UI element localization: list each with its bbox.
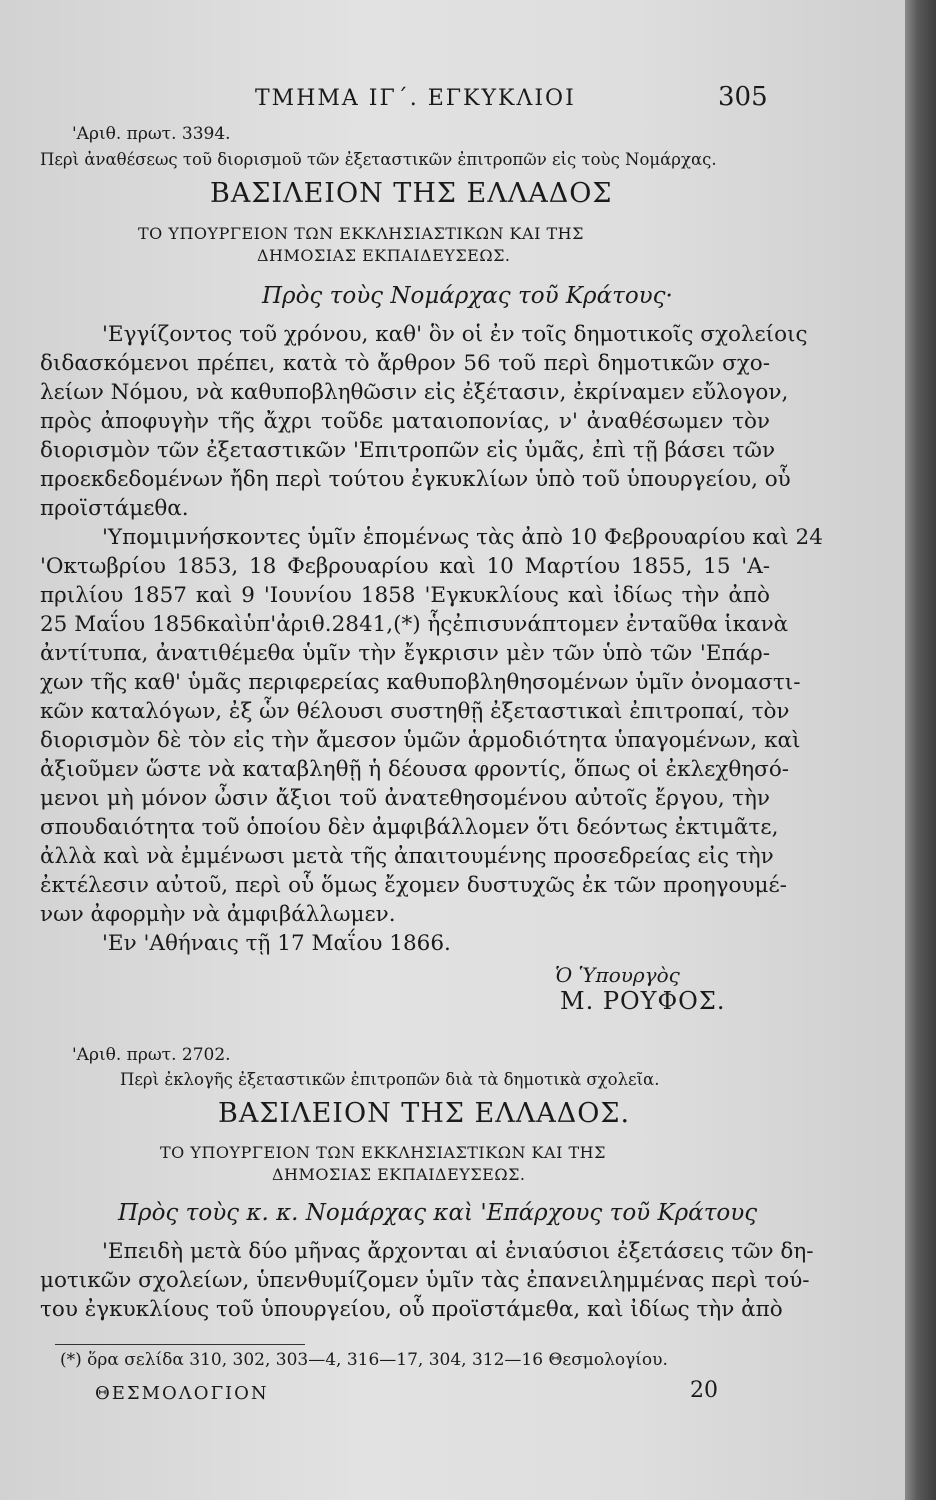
doc1-line: ἐκτέλεσιν αὐτοῦ, περὶ οὗ ὅμως ἔχομεν δυστυχῶς ἐκ τῶν προηγουμέ- bbox=[40, 873, 787, 898]
doc1-line: ἀντίτυπα, ἀνατιθέμεθα ὑμῖν τὴν ἔγκρισιν μὲν τῶν ὑπὸ τῶν 'Επάρ- bbox=[40, 641, 770, 666]
doc1-line: πριλίου 1857 καὶ 9 'Ιουνίου 1858 'Εγκυκλίους καὶ ἰδίως τὴν ἀπὸ bbox=[40, 583, 770, 608]
doc1-line: κῶν καταλόγων, ἐξ ὧν θέλουσι συστηθῇ ἐξεταστικαὶ ἐπιτροπαί, τὸν bbox=[40, 699, 790, 724]
doc1-subject: Περὶ ἀναθέσεως τοῦ διορισμοῦ τῶν ἐξεταστικῶν ἐπιτροπῶν εἰς τοὺς Νομάρχας. bbox=[40, 150, 717, 169]
doc2-line: 'Επειδὴ μετὰ δύο μῆνας ἄρχονται αἱ ἐνιαύσιοι ἐξετάσεις τῶν δη- bbox=[102, 1239, 814, 1264]
doc1-line: ἀλλὰ καὶ νὰ ἐμμένωσι μετὰ τῆς ἀπαιτουμένης προσεδρείας εἰς τὴν bbox=[40, 844, 774, 869]
doc2-body bbox=[40, 1237, 814, 1324]
doc1-line: 'Εγγίζοντος τοῦ χρόνου, καθ' ὃν οἱ ἐν τοῖς δημοτικοῖς σχολείοις bbox=[102, 322, 808, 347]
doc1-line: διορισμὸν τῶν ἐξεταστικῶν 'Επιτροπῶν εἰς ὑμᾶς, ἐπὶ τῇ βάσει τῶν bbox=[40, 438, 776, 463]
doc1-kingdom-title: ΒΑΣΙΛΕΙΟΝ ΤΗΣ ΕΛΛΑΔΟΣ bbox=[210, 178, 613, 209]
doc2-ministry-line1: ΤΟ ΥΠΟΥΡΓΕΙΟΝ ΤΩΝ ΕΚΚΛΗΣΙΑΣΤΙΚΩΝ ΚΑΙ ΤΗΣ bbox=[160, 1143, 606, 1162]
doc1-signature-title: Ὁ Ὑπουργὸς bbox=[555, 963, 680, 987]
doc1-line: νων ἀφορμὴν νὰ ἀμφιβάλλωμεν. bbox=[40, 902, 396, 927]
doc1-address: Πρὸς τοὺς Νομάρχας τοῦ Κράτους· bbox=[262, 283, 673, 309]
page-number: 305 bbox=[718, 82, 768, 112]
signature-number: 20 bbox=[690, 1378, 718, 1403]
doc1-line: σπουδαιότητα τοῦ ὁποίου δὲν ἀμφιβάλλομεν ὅτι δεόντως ἐκτιμᾶτε, bbox=[40, 815, 779, 840]
doc1-protocol-number: 'Αριθ. πρωτ. 3394. bbox=[72, 124, 231, 144]
doc2-line: του ἐγκυκλίους τοῦ ὑπουργείου, οὗ προϊστάμεθα, καὶ ἰδίως τὴν ἀπὸ bbox=[40, 1297, 783, 1322]
doc1-line: χων τῆς καθ' ὑμᾶς περιφερείας καθυποβληθησομένων ὑμῖν ὀνομαστι- bbox=[40, 670, 801, 695]
doc2-ministry-line2: ΔΗΜΟΣΙΑΣ ΕΚΠΑΙΔΕΥΣΕΩΣ. bbox=[272, 1165, 526, 1184]
doc2-kingdom-title: ΒΑΣΙΛΕΙΟΝ ΤΗΣ ΕΛΛΑΔΟΣ. bbox=[218, 1098, 631, 1129]
doc1-line: προεκδεδομένων ἤδη περὶ τούτου ἐγκυκλίων ὑπὸ τοῦ ὑπουργείου, οὗ bbox=[40, 467, 791, 492]
doc1-line: μενοι μὴ μόνον ὦσιν ἄξιοι τοῦ ἀνατεθησομένου αὐτοῖς ἔργου, τὴν bbox=[40, 786, 770, 811]
doc1-line: ἀξιοῦμεν ὥστε νὰ καταβληθῇ ἡ δέουσα φροντίς, ὅπως οἱ ἐκλεχθησό- bbox=[40, 757, 790, 782]
doc1-ministry-line2: ΔΗΜΟΣΙΑΣ ΕΚΠΑΙΔΕΥΣΕΩΣ. bbox=[257, 246, 511, 265]
doc1-line: 'Οκτωβρίου 1853, 18 Φεβρουαρίου καὶ 10 Μαρτίου 1855, 15 'Α- bbox=[40, 554, 770, 579]
footnote: (*) ὅρα σελίδα 310, 302, 303—4, 316—17, 304, 312—16 Θεσμολογίου. bbox=[60, 1350, 668, 1370]
doc1-line: προϊστάμεθα. bbox=[40, 496, 189, 521]
doc2-address: Πρὸς τοὺς κ. κ. Νομάρχας καὶ 'Επάρχους τοῦ Κράτους bbox=[118, 1200, 758, 1226]
doc1-line: 'Υπομιμνήσκοντες ὑμῖν ἑπομένως τὰς ἀπὸ 10 Φεβρουαρίου καὶ 24 bbox=[102, 525, 823, 550]
doc1-date-line: 'Εν 'Αθήναις τῇ 17 Μαΐου 1866. bbox=[102, 931, 451, 956]
page-edge bbox=[905, 0, 936, 1500]
doc1-body bbox=[40, 320, 823, 958]
doc1-line: λείων Νόμου, νὰ καθυποβληθῶσιν εἰς ἐξέτασιν, ἐκρίναμεν εὔλογον, bbox=[40, 380, 789, 405]
footnote-rule bbox=[55, 1344, 305, 1345]
doc1-ministry-line1: ΤΟ ΥΠΟΥΡΓΕΙΟΝ ΤΩΝ ΕΚΚΛΗΣΙΑΣΤΙΚΩΝ ΚΑΙ ΤΗΣ bbox=[138, 224, 584, 243]
doc2-line: μοτικῶν σχολείων, ὑπενθυμίζομεν ὑμῖν τὰς ἐπανειλημμένας περὶ τού- bbox=[40, 1268, 810, 1293]
doc1-line: διορισμὸν δὲ τὸν εἰς τὴν ἄμεσον ὑμῶν ἁρμοδιότητα ὑπαγομένων, καὶ bbox=[40, 728, 801, 753]
running-header: ΤΜΗΜΑ ΙΓ΄. ΕΓΚΥΚΛΙΟΙ bbox=[255, 86, 576, 111]
doc1-signature-name: Μ. ΡΟΥΦΟΣ. bbox=[560, 987, 726, 1015]
doc2-subject: Περὶ ἐκλογῆς ἐξεταστικῶν ἐπιτροπῶν διὰ τὰ δημοτικὰ σχολεῖα. bbox=[120, 1070, 660, 1089]
doc2-protocol-number: 'Αριθ. πρωτ. 2702. bbox=[72, 1045, 231, 1065]
doc1-line: 25 Μαΐου 1856καὶὑπ'ἀριθ.2841,(*) ἧςἐπισυνάπτομεν ἐνταῦθα ἱκανὰ bbox=[40, 612, 789, 637]
doc1-line: πρὸς ἀποφυγὴν τῆς ἄχρι τοῦδε ματαιοπονίας, ν' ἀναθέσωμεν τὸν bbox=[40, 409, 770, 434]
doc1-line: διδασκόμενοι πρέπει, κατὰ τὸ ἄρθρον 56 τοῦ περὶ δημοτικῶν σχο- bbox=[40, 351, 770, 376]
signature-mark: ΘΕΣΜΟΛΟΓΙΟΝ bbox=[95, 1383, 269, 1404]
